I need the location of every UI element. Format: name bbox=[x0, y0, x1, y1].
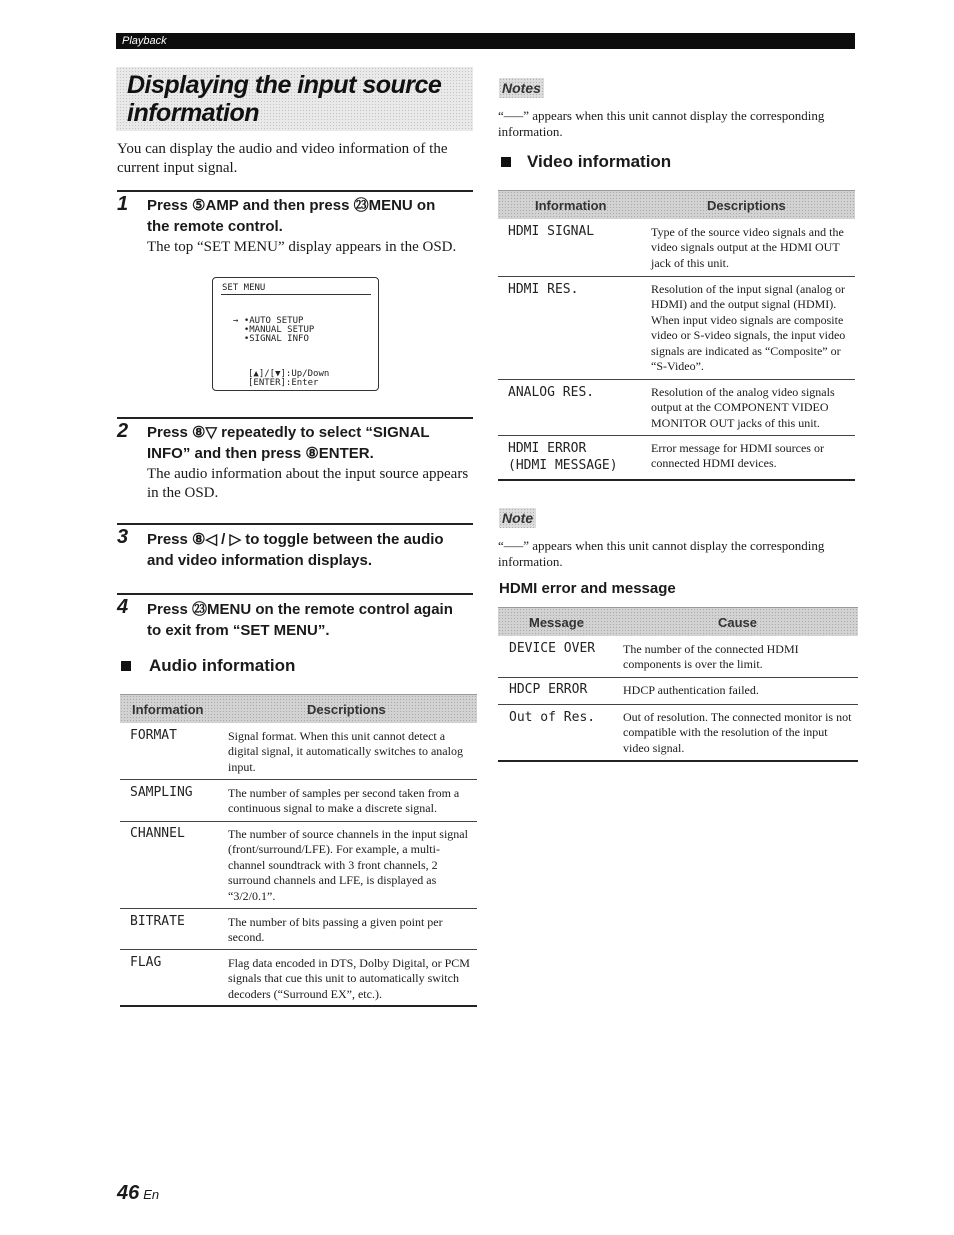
hdmi-section-heading: HDMI error and message bbox=[499, 580, 676, 597]
notes-text: “–––” appears when this unit cannot display the corresponding information. bbox=[498, 108, 825, 139]
step-1-body: The top “SET MENU” display appears in the OSD. bbox=[147, 239, 457, 255]
step-2-title-line1: Press ⑧▽ repeatedly to select “SIGNAL bbox=[147, 424, 430, 441]
video-col-descriptions: Descriptions bbox=[707, 198, 786, 213]
audio-row-sampling-desc: The number of samples per second taken from a continuous signal to make a discrete signal. bbox=[228, 786, 460, 816]
hdmi-col-cause: Cause bbox=[718, 615, 758, 630]
table-row-divider bbox=[120, 949, 477, 950]
note-badge: Note bbox=[499, 508, 536, 528]
step-3-title-line1: Press ⑧◁ / ▷ to toggle between the audio bbox=[147, 531, 444, 548]
video-col-information: Information bbox=[535, 198, 607, 213]
bullet-square-icon bbox=[501, 157, 511, 167]
step-4-number: 4 bbox=[117, 596, 129, 618]
step-2-number: 2 bbox=[117, 420, 129, 442]
intro-text: You can display the audio and video information of the current input signal. bbox=[117, 141, 448, 176]
table-row-divider bbox=[120, 821, 477, 822]
table-bottom-rule bbox=[498, 760, 858, 762]
table-row-divider bbox=[498, 435, 855, 436]
section-label: Playback bbox=[122, 35, 167, 47]
page-footer bbox=[117, 1182, 159, 1205]
step-1-number: 1 bbox=[117, 193, 129, 215]
video-row-hdmi-error-desc: Error message for HDMI sources or connected HDMI devices. bbox=[651, 441, 824, 471]
step-2-title-line2: INFO” and then press ⑧ENTER. bbox=[147, 445, 374, 462]
audio-row-bitrate-code: BITRATE bbox=[130, 914, 185, 929]
osd-footer-enter: [ENTER]:Enter bbox=[248, 378, 319, 388]
hdmi-col-message: Message bbox=[529, 615, 584, 630]
audio-row-sampling-code: SAMPLING bbox=[130, 785, 193, 800]
table-row-divider bbox=[498, 379, 855, 380]
audio-row-flag-code: FLAG bbox=[130, 955, 162, 970]
note-text: “–––” appears when this unit cannot display the corresponding information. bbox=[498, 538, 825, 569]
audio-row-channel-code: CHANNEL bbox=[130, 826, 185, 841]
hdmi-table-header bbox=[498, 607, 858, 636]
page-title-line2: information bbox=[127, 99, 259, 127]
osd-title: SET MENU bbox=[222, 283, 266, 293]
page-number: 46 bbox=[117, 1182, 140, 1204]
hdmi-row-hdcp-error-desc: HDCP authentication failed. bbox=[623, 683, 759, 697]
hdmi-row-device-over-code: DEVICE OVER bbox=[509, 641, 596, 656]
audio-row-channel-desc: The number of source channels in the input signal (front/surround/LFE). For example, a multi-channel soundtrack with 3 front channels, 2 surround channels and LFE, is displayed as “3/2/0.1”. bbox=[228, 827, 468, 903]
video-section-heading: Video information bbox=[527, 152, 672, 171]
audio-row-format-code: FORMAT bbox=[130, 728, 177, 743]
audio-col-information: Information bbox=[132, 702, 204, 717]
page-title-line1: Displaying the input source bbox=[127, 71, 442, 99]
step-3-number: 3 bbox=[117, 526, 129, 548]
video-row-hdmi-signal-desc: Type of the source video signals and the video signals output at the HDMI OUT jack of this unit. bbox=[651, 225, 844, 270]
table-row-divider bbox=[120, 779, 477, 780]
step-1-rule bbox=[117, 190, 473, 192]
table-bottom-rule bbox=[120, 1005, 477, 1007]
video-row-hdmi-res-code: HDMI RES. bbox=[508, 282, 579, 297]
table-row-divider bbox=[498, 704, 858, 705]
hdmi-row-out-of-res-desc: Out of resolution. The connected monitor is not compatible with the resolution of the input video signal. bbox=[623, 710, 852, 755]
page-title bbox=[127, 71, 441, 127]
osd-footer-updown: [▲]/[▼]:Up/Down bbox=[248, 369, 330, 379]
table-bottom-rule bbox=[498, 479, 855, 481]
bullet-square-icon bbox=[121, 661, 131, 671]
video-row-hdmi-signal-code: HDMI SIGNAL bbox=[508, 224, 595, 239]
step-1-title bbox=[147, 195, 477, 237]
table-row-divider bbox=[498, 276, 855, 277]
hdmi-row-out-of-res-code: Out of Res. bbox=[509, 710, 596, 725]
osd-screen bbox=[212, 277, 379, 391]
page-title-box bbox=[116, 67, 473, 131]
audio-row-format-desc: Signal format. When this unit cannot detect a digital signal, it automatically switches to analog input. bbox=[228, 729, 463, 774]
video-row-analog-res-code: ANALOG RES. bbox=[508, 385, 595, 400]
osd-item-auto-setup: → •AUTO SETUP bbox=[233, 316, 304, 326]
hdmi-row-hdcp-error-code: HDCP ERROR bbox=[509, 682, 588, 697]
step-4-title-line1: Press ㉓MENU on the remote control again bbox=[147, 601, 453, 618]
osd-divider bbox=[221, 294, 371, 295]
header-bar bbox=[116, 33, 855, 49]
step-2-title bbox=[147, 422, 477, 464]
step-2-rule bbox=[117, 417, 473, 419]
audio-row-flag-desc: Flag data encoded in DTS, Dolby Digital, or PCM signals that cue this unit to automatically switch decoders (“Surround EX”, etc.). bbox=[228, 956, 470, 1001]
step-4-title bbox=[147, 599, 477, 641]
video-row-hdmi-res-desc: Resolution of the input signal (analog or HDMI) and the output signal (HDMI). When input video signals are composite video or S-video signals, the input video signals are indicated as “Composite” or “S-Video”. bbox=[651, 282, 846, 374]
step-3-rule bbox=[117, 523, 473, 525]
table-row-divider bbox=[498, 677, 858, 678]
audio-col-descriptions: Descriptions bbox=[307, 702, 386, 717]
step-3-title-line2: and video information displays. bbox=[147, 552, 373, 569]
video-table-header bbox=[498, 190, 855, 219]
step-1-title-line1: Press ⑤AMP and then press ㉓MENU on bbox=[147, 197, 436, 214]
page-language: En bbox=[143, 1187, 160, 1202]
step-4-title-line2: to exit from “SET MENU”. bbox=[147, 622, 330, 639]
audio-row-bitrate-desc: The number of bits passing a given point per second. bbox=[228, 915, 443, 945]
step-2-body: The audio information about the input source appears in the OSD. bbox=[147, 466, 469, 501]
audio-table-header bbox=[120, 694, 477, 723]
video-row-hdmi-message-code: (HDMI MESSAGE) bbox=[508, 458, 618, 473]
notes-badge: Notes bbox=[499, 78, 544, 98]
video-row-analog-res-desc: Resolution of the analog video signals output at the COMPONENT VIDEO MONITOR OUT jacks of this unit. bbox=[651, 385, 835, 430]
osd-item-manual-setup: •MANUAL SETUP bbox=[233, 325, 315, 335]
table-row-divider bbox=[120, 908, 477, 909]
step-4-rule bbox=[117, 593, 473, 595]
hdmi-row-device-over-desc: The number of the connected HDMI components is over the limit. bbox=[623, 642, 799, 672]
audio-section-heading: Audio information bbox=[149, 656, 296, 675]
video-row-hdmi-error-code: HDMI ERROR bbox=[508, 441, 587, 456]
step-1-title-line2: the remote control. bbox=[147, 218, 283, 235]
osd-item-signal-info: •SIGNAL INFO bbox=[233, 334, 309, 344]
step-3-title bbox=[147, 529, 477, 571]
